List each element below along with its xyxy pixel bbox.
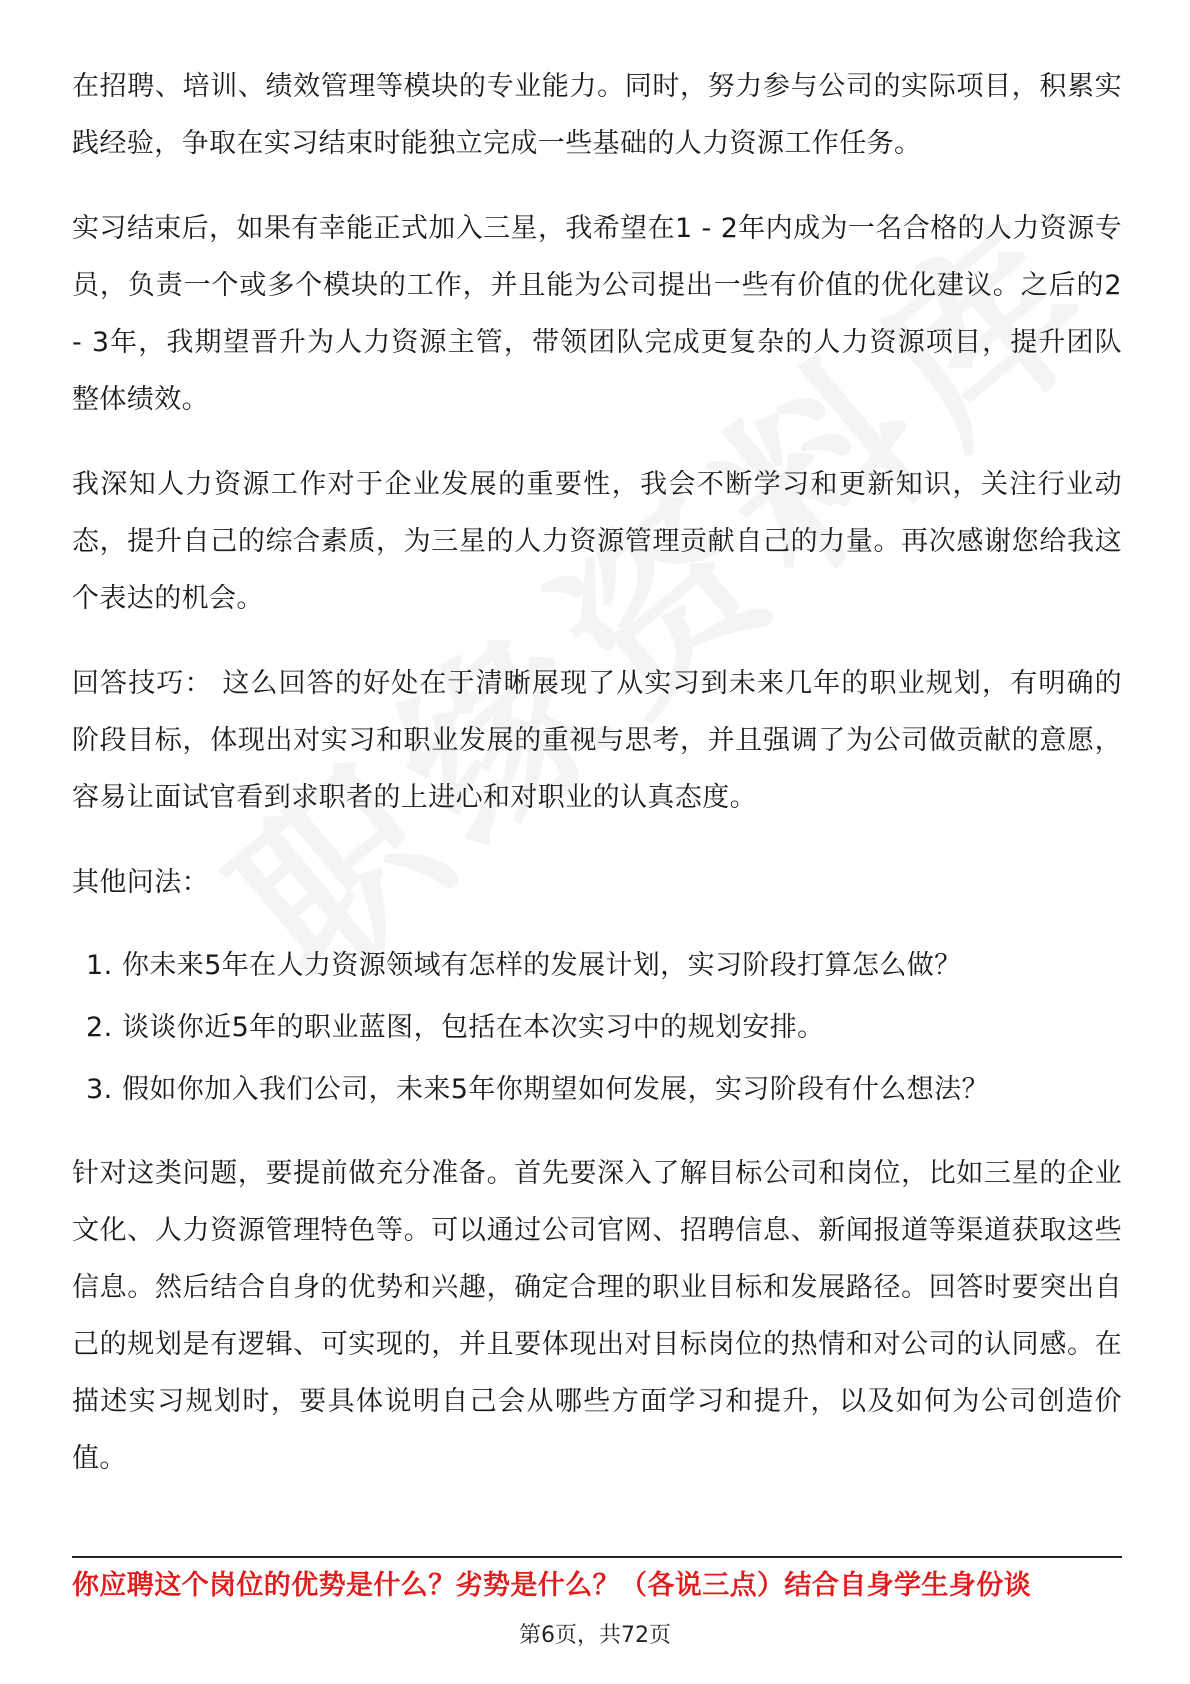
list-item-text: 谈谈你近5年的职业蓝图，包括在本次实习中的规划安排。 [122,1012,825,1043]
document-body [72,58,1122,1487]
page-number: 第6页，共72页 [519,1623,671,1648]
paragraph-career-plan: 实习结束后，如果有幸能正式加入三星，我希望在1 - 2年内成为一名合格的人力资源专员，负责一个或多个模块的工作，并且能为公司提出一些有价值的优化建议。之后的2 - 3年，我期望晋升为人力资源主管，带领团队完成更复杂的人力资源项目，提升团队整体绩效。 [72,213,1122,415]
list-item-number: 3. [86,1074,113,1105]
paragraph-preparation-advice: 针对这类问题，要提前做充分准备。首先要深入了解目标公司和岗位，比如三星的企业文化、人力资源管理特色等。可以通过公司官网、招聘信息、新闻报道等渠道获取这些信息。然后结合自身的优势和兴趣，确定合理的职业目标和发展路径。回答时要突出自己的规划是有逻辑、可实现的，并且要体现出对目标岗位的热情和对公司的认同感。在描述实习规划时，要具体说明自己会从哪些方面学习和提升，以及如何为公司创造价值。 [72,1158,1122,1474]
list-item [86,997,1122,1059]
next-question-heading: 你应聘这个岗位的优势是什么？劣势是什么？（各说三点）结合自身学生身份谈 [72,1570,1031,1601]
list-item-text: 你未来5年在人力资源领域有怎样的发展计划，实习阶段打算怎么做？ [122,950,962,981]
list-item-number: 2. [86,1012,113,1043]
other-questions-heading: 其他问法： [72,867,209,898]
paragraph-closing: 我深知人力资源工作对于企业发展的重要性，我会不断学习和更新知识，关注行业动态，提升自己的综合素质，为三星的人力资源管理贡献自己的力量。再次感谢您给我这个表达的机会。 [72,469,1122,614]
section-divider [72,1556,1122,1558]
list-item-text: 假如你加入我们公司，未来5年你期望如何发展，实习阶段有什么想法？ [122,1074,989,1105]
paragraph-internship-goals: 在招聘、培训、绩效管理等模块的专业能力。同时，努力参与公司的实际项目，积累实践经验，争取在实习结束时能独立完成一些基础的人力资源工作任务。 [72,71,1122,159]
paragraph-answer-tips: 回答技巧： 这么回答的好处在于清晰展现了从实习到未来几年的职业规划，有明确的阶段目标，体现出对实习和职业发展的重视与思考，并且强调了为公司做贡献的意愿，容易让面试官看到求职者的上进心和对职业的认真态度。 [72,668,1122,813]
list-item [86,1059,1122,1121]
list-item [86,935,1122,997]
list-item-number: 1. [86,950,113,981]
other-questions-list [72,935,1122,1121]
